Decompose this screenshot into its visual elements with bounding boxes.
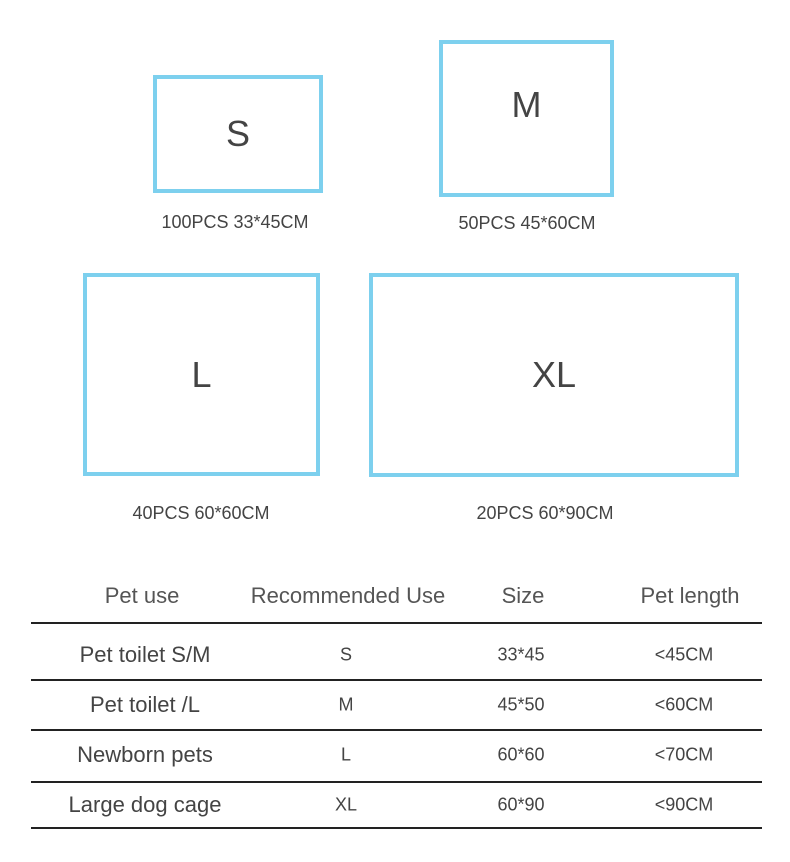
size-box-s	[153, 75, 323, 193]
row-pet-use: Newborn pets	[77, 742, 213, 767]
row-recommended: L	[340, 744, 352, 765]
size-label: M	[511, 83, 542, 125]
row-size: 60*90	[497, 794, 545, 815]
row-pet-length: <45CM	[654, 644, 714, 665]
header-recommended-use: Recommended Use	[250, 583, 446, 608]
row-recommended: M	[338, 694, 354, 715]
row-pet-use: Pet toilet /L	[89, 692, 201, 717]
size-label: L	[191, 353, 212, 395]
size-caption: 20PCS 60*90CM	[476, 503, 614, 523]
size-box-xl	[369, 273, 739, 477]
row-size: 45*50	[497, 694, 545, 715]
size-label: S	[225, 113, 250, 154]
row-pet-length: <60CM	[654, 694, 714, 715]
divider	[31, 781, 762, 783]
row-recommended: S	[339, 644, 353, 665]
row-pet-use: Large dog cage	[68, 792, 222, 817]
divider	[31, 622, 762, 624]
row-pet-use: Pet toilet S/M	[79, 642, 211, 667]
size-caption: 50PCS 45*60CM	[458, 213, 596, 233]
row-recommended: XL	[334, 794, 358, 815]
divider	[31, 827, 762, 829]
row-size: 60*60	[497, 744, 545, 765]
row-size: 33*45	[497, 644, 545, 665]
row-pet-length: <70CM	[654, 744, 714, 765]
divider	[31, 729, 762, 731]
row-pet-length: <90CM	[654, 794, 714, 815]
size-box-l	[83, 273, 320, 476]
size-caption: 100PCS 33*45CM	[161, 212, 309, 232]
header-size: Size	[501, 583, 545, 608]
size-label: XL	[531, 354, 577, 395]
divider	[31, 679, 762, 681]
size-box-m	[439, 40, 614, 197]
size-caption: 40PCS 60*60CM	[132, 503, 270, 523]
header-pet-use: Pet use	[104, 583, 180, 608]
header-pet-length: Pet length	[640, 583, 740, 608]
